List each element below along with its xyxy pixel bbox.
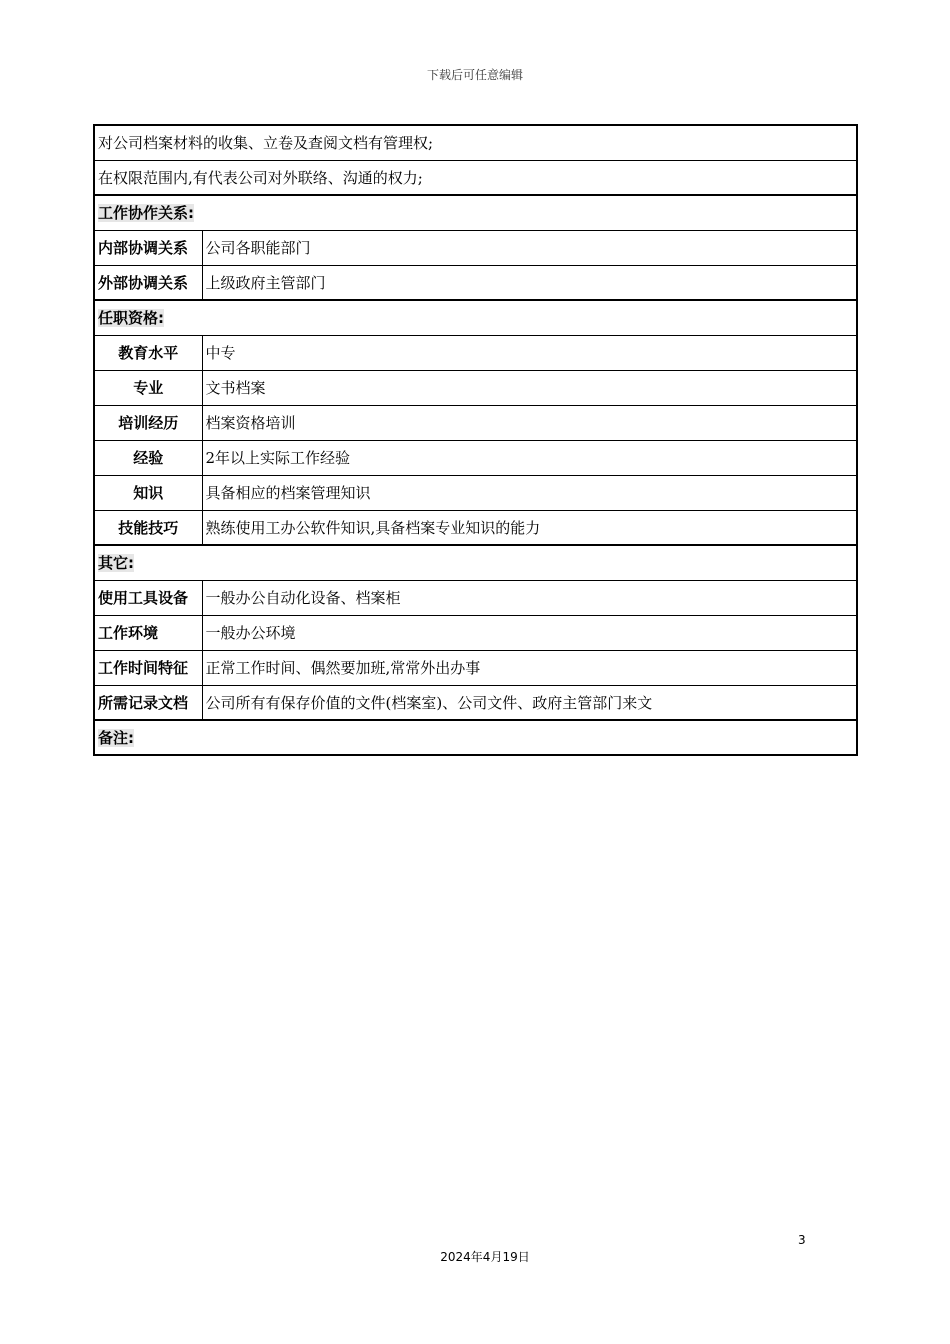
table-row xyxy=(94,125,857,160)
table-row xyxy=(94,370,857,405)
section-row xyxy=(94,300,857,335)
authority-item: 对公司档案材料的收集、立卷及查阅文档有管理权; xyxy=(94,125,857,160)
field-value: 一般办公环境 xyxy=(202,615,857,650)
field-label: 使用工具设备 xyxy=(94,580,202,615)
field-label: 外部协调关系 xyxy=(94,265,202,300)
field-label: 所需记录文档 xyxy=(94,685,202,720)
field-value: 档案资格培训 xyxy=(202,405,857,440)
field-label: 工作时间特征 xyxy=(94,650,202,685)
section-title-other: 其它: xyxy=(94,545,857,580)
section-row xyxy=(94,545,857,580)
field-value: 2年以上实际工作经验 xyxy=(202,440,857,475)
field-value: 上级政府主管部门 xyxy=(202,265,857,300)
section-title-collaboration: 工作协作关系: xyxy=(94,195,857,230)
table-row xyxy=(94,510,857,545)
table-row xyxy=(94,265,857,300)
footer-date: 2024年4月19日 xyxy=(440,1250,530,1264)
field-label: 内部协调关系 xyxy=(94,230,202,265)
table-row xyxy=(94,230,857,265)
table-row xyxy=(94,335,857,370)
authority-item: 在权限范围内,有代表公司对外联络、沟通的权力; xyxy=(94,160,857,195)
table-row xyxy=(94,615,857,650)
field-label: 经验 xyxy=(94,440,202,475)
field-value: 熟练使用工办公软件知识,具备档案专业知识的能力 xyxy=(202,510,857,545)
field-value: 中专 xyxy=(202,335,857,370)
field-label: 教育水平 xyxy=(94,335,202,370)
section-title-notes: 备注: xyxy=(94,720,857,755)
page-number: 3 xyxy=(798,1233,806,1247)
table-row xyxy=(94,405,857,440)
field-label: 专业 xyxy=(94,370,202,405)
field-value: 公司所有有保存价值的文件(档案室)、公司文件、政府主管部门来文 xyxy=(202,685,857,720)
field-value: 一般办公自动化设备、档案柜 xyxy=(202,580,857,615)
section-row xyxy=(94,720,857,755)
field-value: 公司各职能部门 xyxy=(202,230,857,265)
table-row xyxy=(94,580,857,615)
field-value: 正常工作时间、偶然要加班,常常外出办事 xyxy=(202,650,857,685)
field-label: 知识 xyxy=(94,475,202,510)
section-row xyxy=(94,195,857,230)
field-label: 工作环境 xyxy=(94,615,202,650)
field-label: 培训经历 xyxy=(94,405,202,440)
field-label: 技能技巧 xyxy=(94,510,202,545)
table-row xyxy=(94,160,857,195)
table-row xyxy=(94,650,857,685)
job-description-table xyxy=(93,124,858,756)
page-header: 下载后可任意编辑 xyxy=(426,68,523,82)
table-row xyxy=(94,475,857,510)
table-row xyxy=(94,440,857,475)
table-row xyxy=(94,685,857,720)
field-value: 具备相应的档案管理知识 xyxy=(202,475,857,510)
field-value: 文书档案 xyxy=(202,370,857,405)
section-title-qualifications: 任职资格: xyxy=(94,300,857,335)
